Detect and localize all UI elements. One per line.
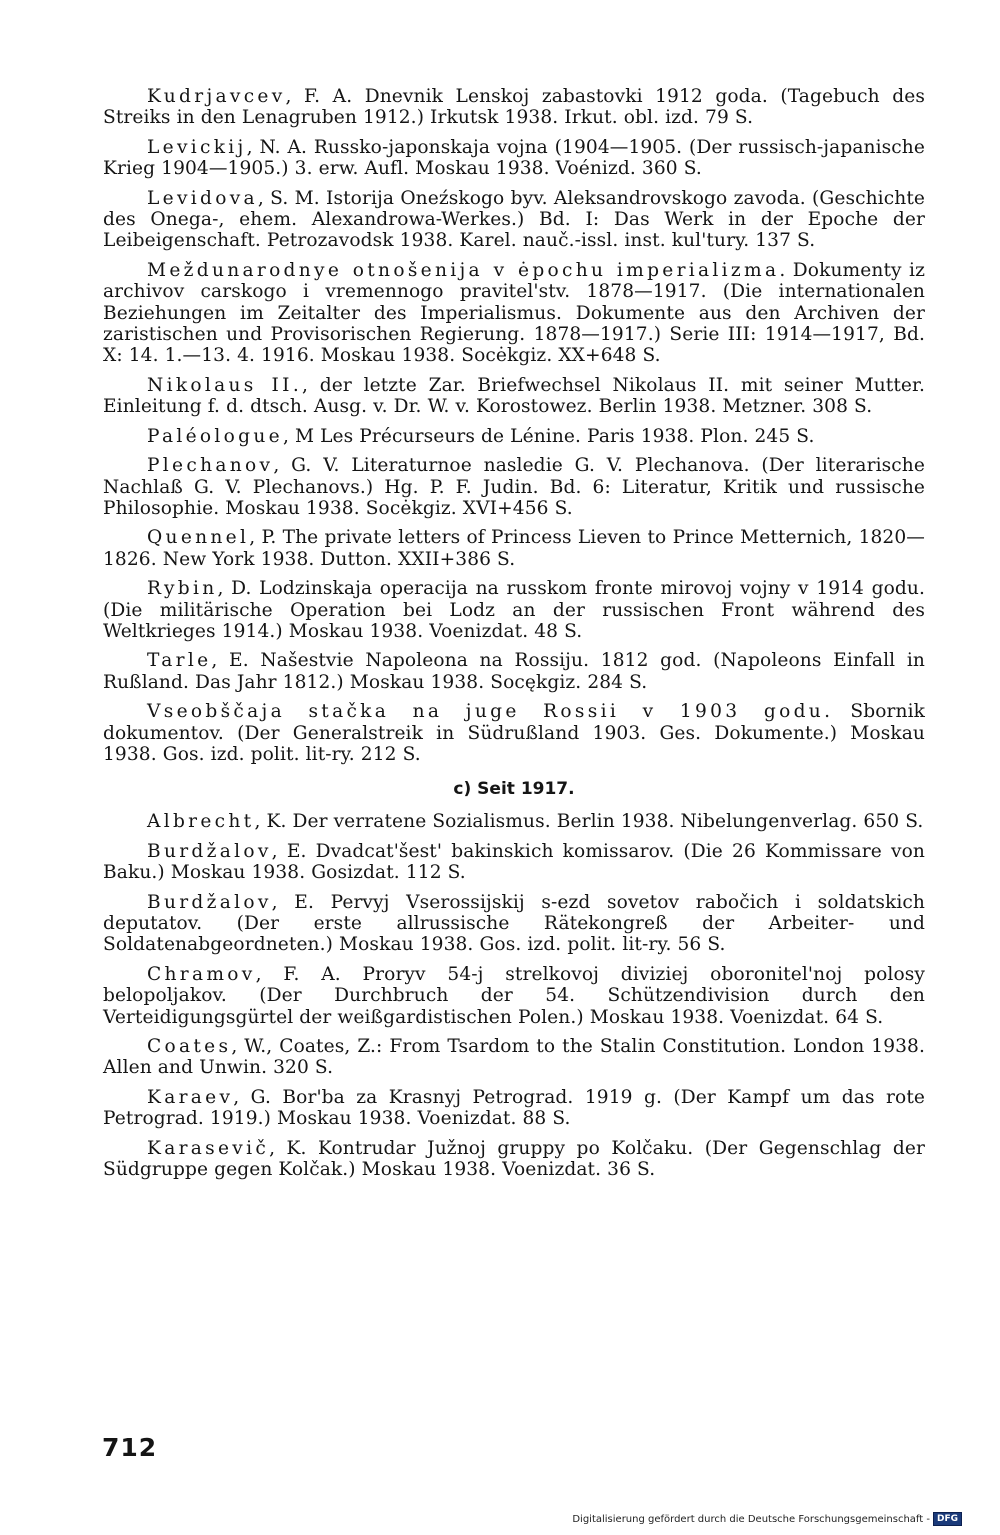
bibliography-entry <box>103 527 925 570</box>
bibliography-entry <box>103 375 925 418</box>
entry-text: , D. Lodzinskaja operacija na russkom fronte mirovoj vojny v 1914 godu. (Die militärische Operation bei Lodz an der russischen Front während des Weltkrieges 1914.) Moskau 1938. Voenizdat. 48 S. <box>103 578 925 642</box>
entry-author: Tarle <box>147 650 212 672</box>
page-number: 712 <box>102 1433 158 1462</box>
bibliography-entry <box>103 1087 925 1130</box>
entry-author: Levidova <box>147 187 258 209</box>
entry-text: , E. Dvadcat'šest' bakinskich komissarov. (Die 26 Kommissare von Baku.) Moskau 1938. Gosizdat. 112 S. <box>103 840 925 884</box>
entry-author: Levickij <box>147 136 247 158</box>
bibliography-entry <box>103 455 925 519</box>
entry-text: , F. A. Dnevnik Lenskoj zabastovki 1912 goda. (Tagebuch des Streiks in den Lenagruben 1912.) Irkutsk 1938. Irkut. obl. izd. 79 S. <box>103 86 925 129</box>
bibliography-entry <box>103 426 925 447</box>
entry-text: , K. Kontrudar Južnoj gruppy po Kolčaku. (Der Gegenschlag der Südgruppe gegen Kolčak.) Moskau 1938. Voenizdat. 36 S. <box>103 1137 925 1181</box>
entry-author: Albrecht <box>147 811 255 833</box>
entry-author: Quennel <box>147 527 250 549</box>
entry-text: , E. Našestvie Napoleona na Rossiju. 1812 god. (Napoleons Einfall in Rußland. Das Jahr 1812.) Moskau 1938. Socękgiz. 284 S. <box>103 650 925 693</box>
entry-text: , S. M. Istorija Oneźskogo byv. Aleksandrovskogo zavoda. (Geschichte des Onega-, ehem. Alexandrowa-Werkes.) Bd. I: Das Werk in der Epoche der Leibeigenschaft. Petrozavodsk 1938. Karel. nauč.-issl. inst. kul'tury. 137 S. <box>103 187 925 252</box>
entry-author: Karasevič <box>147 1137 270 1159</box>
entry-text: , E. Pervyj Vserossijskij s-ezd sovetov rabočich i soldatskich deputatov. (Der erste allrussische Rätekongreß der Arbeiter- und Soldatenabgeordneten.) Moskau 1938. Gos. izd. polit. lit-ry. 56 S. <box>103 891 925 956</box>
entry-text: , G. Bor'ba za Krasnyj Petrograd. 1919 g. (Der Kampf um das rote Petrograd. 1919.) Moskau 1938. Voenizdat. 88 S. <box>103 1086 925 1130</box>
bibliography-entry <box>103 1138 925 1181</box>
entry-author: Kudrjavcev <box>147 86 286 107</box>
entry-text: , W., Coates, Z.: From Tsardom to the Stalin Constitution. London 1938. Allen and Unwin. 320 S. <box>103 1036 925 1079</box>
bibliography-entry <box>103 892 925 956</box>
entry-text: , N. A. Russko-japonskaja vojna (1904—1905. (Der russisch-japanische Krieg 1904—1905.) 3. erw. Aufl. Moskau 1938. Voénizd. 360 S. <box>103 136 925 180</box>
entry-text: , P. The private letters of Princess Lieven to Prince Metternich, 1820—1826. New York 1938. Dutton. XXII+386 S. <box>103 527 925 570</box>
dfg-logo: DFG <box>933 1512 962 1526</box>
bibliography-entry <box>103 1036 925 1079</box>
entry-text: , K. Der verratene Sozialismus. Berlin 1938. Nibelungenverlag. 650 S. <box>254 811 924 833</box>
entry-author: Burdžalov <box>147 891 272 913</box>
entry-author: Nikolaus II. <box>147 374 303 396</box>
entry-author: Rybin <box>147 578 218 600</box>
bibliography-entry <box>103 188 925 252</box>
entry-author: Vseobščaja stačka na juge Rossii v 1903 godu <box>147 701 825 723</box>
bibliography-entry <box>103 811 925 832</box>
entry-author: Coates <box>147 1036 232 1058</box>
entry-text: , der letzte Zar. Briefwechsel Nikolaus II. mit seiner Mutter. Einleitung f. d. dtsch. Ausg. v. Dr. W. v. Korostowez. Berlin 1938. Metzner. 308 S. <box>103 374 925 418</box>
bibliography-entry <box>103 701 925 765</box>
entry-text: . Dokumenty iz archivov carskogo i vremennogo pravitel'stv. 1878—1917. (Die internationalen Beziehungen im Zeitalter des Imperialismus. Dokumente aus den Archiven der zaristischen und Provisorischen Regierung. 1878—1917.) Serie III: 1914—1917, Bd. X: 14. 1.—13. 4. 1916. Moskau 1938. Socėkgiz. XX+648 S. <box>103 259 926 367</box>
bibliography-entry <box>103 86 925 129</box>
entry-author: Meždunarodnye otnošenija v ėpochu imperializma <box>147 259 780 281</box>
digitization-footer <box>572 1512 962 1526</box>
entry-author: Paléologue <box>147 425 283 447</box>
bibliography-entry <box>103 578 925 642</box>
section-heading: c) Seit 1917. <box>453 779 575 800</box>
entry-text: , F. A. Proryv 54-j strelkovoj diviziej oboronitel'noj polosy belopoljakov. (Der Durchbruch der 54. Schützendivision durch den Verteidigungsgürtel der weißgardistischen Polen.) Moskau 1938. Voenizdat. 64 S. <box>103 963 925 1028</box>
digitization-note: Digitalisierung gefördert durch die Deutsche Forschungsgemeinschaft - <box>572 1513 930 1525</box>
bibliography-entry <box>103 260 925 367</box>
entry-author: Burdžalov <box>147 840 272 862</box>
bibliography-entry <box>103 964 925 1028</box>
entry-author: Plechanov <box>147 455 274 477</box>
entries-list-a <box>103 86 925 765</box>
entry-text: , G. V. Literaturnoe nasledie G. V. Plechanova. (Der literarische Nachlaß G. V. Plechanovs.) Hg. P. F. Judin. Bd. 6: Literatur, Kritik und russische Philosophie. Moskau 1938. Socėkgiz. XVI+456 S. <box>103 455 925 519</box>
entry-text: . Sbornik dokumentov. (Der Generalstreik in Südrußland 1903. Ges. Dokumente.) Moskau 1938. Gos. izd. polit. lit-ry. 212 S. <box>103 701 925 765</box>
bibliography-entry <box>103 841 925 884</box>
entries-list-c <box>103 811 925 1180</box>
entry-author: Karaev <box>147 1086 234 1108</box>
entry-text: , M Les Précurseurs de Lénine. Paris 1938. Plon. 245 S. <box>282 425 815 447</box>
bibliography-entry <box>103 650 925 693</box>
entry-author: Chramov <box>147 963 256 985</box>
bibliography-page <box>103 86 925 1188</box>
bibliography-entry <box>103 137 925 180</box>
